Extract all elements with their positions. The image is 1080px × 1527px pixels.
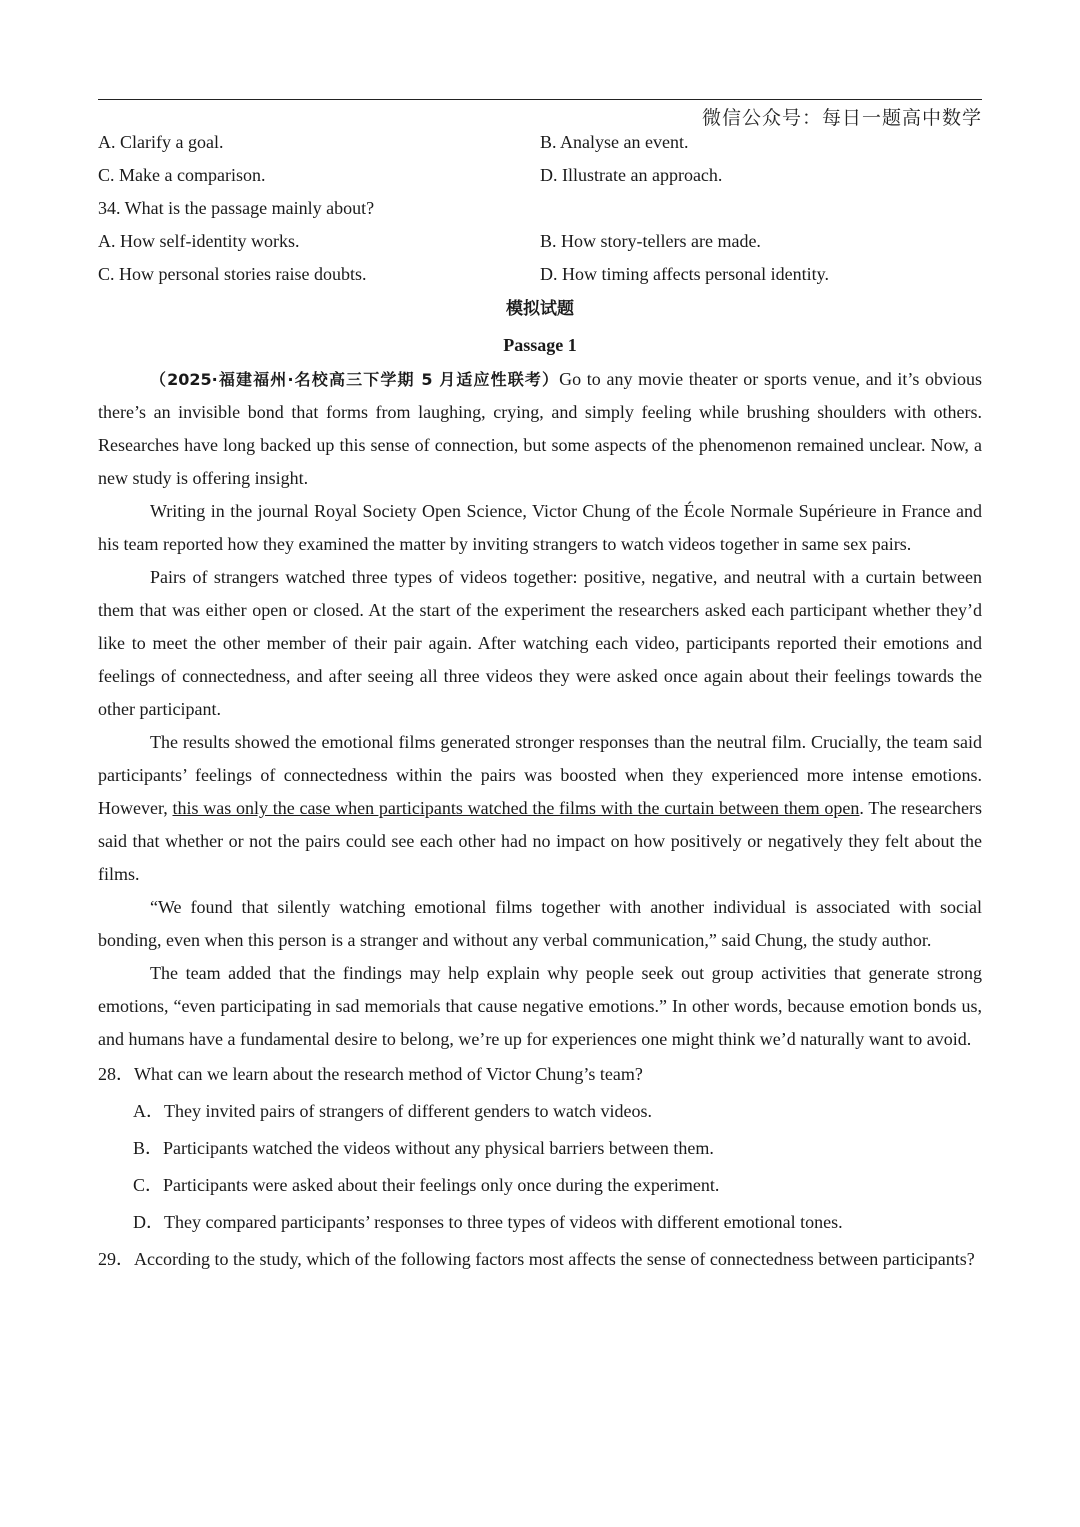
option-b: B. Analyse an event. xyxy=(540,132,689,152)
section-title: 模拟试题 xyxy=(506,299,574,319)
option-d: D. How timing affects personal identity. xyxy=(540,264,829,284)
question-28-option-b: B．Participants watched the videos without any physical barriers between them. xyxy=(133,1138,714,1158)
header-rule xyxy=(98,99,982,100)
option-b: B. How story-tellers are made. xyxy=(540,231,761,251)
option-c: C. How personal stories raise doubts. xyxy=(98,264,367,284)
question-28-option-c: C．Participants were asked about their feelings only once during the experiment. xyxy=(133,1175,720,1195)
option-row xyxy=(98,159,982,192)
paragraph-4-rest: . The researchers said that whether or not the pairs could see each other had no impact on how positively or negatively they felt about the films. xyxy=(98,798,983,884)
question-28: 28．What can we learn about the research method of Victor Chung’s team? xyxy=(98,1064,643,1084)
paragraph-1 xyxy=(98,363,982,495)
question-29: 29．According to the study, which of the following factors most affects the sense of connectedness between participants? xyxy=(98,1249,975,1269)
paragraph-4 xyxy=(98,726,982,891)
paragraph-2: Writing in the journal Royal Society Open Science, Victor Chung of the École Normale Supérieure in France and his team reported how they examined the matter by inviting strangers to watch videos together in same sex pairs. xyxy=(98,501,982,554)
paragraph-3: Pairs of strangers watched three types of videos together: positive, negative, and neutral with a curtain between them that was either open or closed. At the start of the experiment the researchers asked each participant whether they’d like to meet the other member of their pair again. After watching each video, participants reported their emotions and feelings of connectedness, and after seeing all three videos they were asked once again about their feelings towards the other participant. xyxy=(98,567,982,719)
option-row xyxy=(98,225,982,258)
header-note: 微信公众号：每日一题高中数学 xyxy=(701,107,982,129)
option-a: A. How self-identity works. xyxy=(98,231,300,251)
paragraph-5: “We found that silently watching emotional films together with another individual is associated with social bonding, even when this person is a stranger and without any verbal communication,” said Chung, the study author. xyxy=(98,897,982,950)
option-row xyxy=(98,126,982,159)
question-34: 34. What is the passage mainly about? xyxy=(98,198,375,218)
underlined-sentence: this was only the case when participants watched the films with the curtain between them open xyxy=(172,798,860,818)
option-c: C. Make a comparison. xyxy=(98,165,266,185)
option-row xyxy=(98,258,982,291)
source-label: （2025·福建福州·名校高三下学期 5 月适应性联考） xyxy=(150,370,560,389)
content xyxy=(98,126,982,1278)
passage-title: Passage 1 xyxy=(503,335,577,355)
option-d: D. Illustrate an approach. xyxy=(540,165,723,185)
paragraph-6: The team added that the findings may help explain why people seek out group activities that generate strong emotions, “even participating in sad memorials that cause negative emotions.” In other words, because emotion bonds us, and humans have a fundamental desire to belong, we’re up for experiences one might think we’d naturally want to avoid. xyxy=(98,963,982,1049)
question-28-option-a: A．They invited pairs of strangers of different genders to watch videos. xyxy=(133,1101,653,1121)
paragraph-1-text: Go to any movie theater or sports venue, and it’s obvious there’s an invisible bond that forms from laughing, crying, and simply feeling while brushing shoulders with others. Researches have long backed up this sense of connection, but some aspects of the phenomenon remained unclear. Now, a new study is offering insight. xyxy=(98,369,982,488)
question-28-option-d: D．They compared participants’ responses to three types of videos with different emotional tones. xyxy=(133,1212,843,1232)
paragraph-4-text: The results showed the emotional films generated stronger responses than the neutral film. Crucially, the team said participants’ feelings of connectedness within the pairs was boosted when they experienced more intense emotions. However, xyxy=(98,732,982,818)
option-a: A. Clarify a goal. xyxy=(98,132,224,152)
